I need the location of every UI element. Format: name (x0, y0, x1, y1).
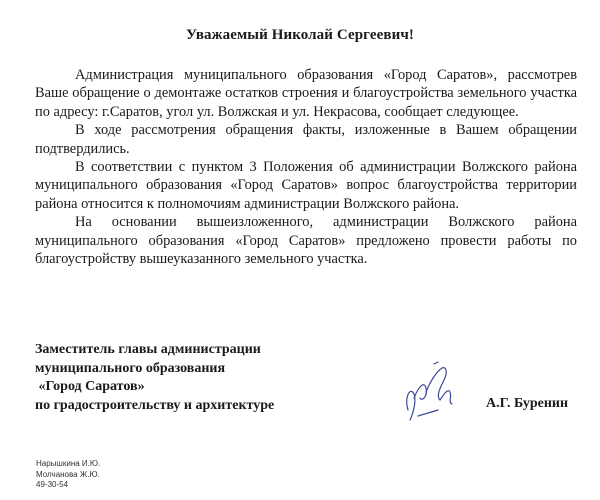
signer-name: А.Г. Буренин (486, 396, 569, 411)
signer-position-line-4: по градостроительству и архитектуре (35, 397, 275, 413)
signer-position-line-3: «Город Саратов» (35, 379, 145, 394)
body-paragraph-1: Администрация муниципального образования «Город Саратов», рассмотрев Ваше обращение о демонтаже остатков строения и благоустройства земельного участка по адресу: г.Саратов, угол ул. Волжская и ул. Некрасова, сообщает следующее. (35, 67, 577, 120)
executor-line-1: Нарышкина И.Ю. (36, 459, 101, 468)
letter-greeting: Уважаемый Николай Сергеевич! (185, 27, 415, 43)
letter-body (35, 66, 577, 268)
executors-note (36, 459, 100, 491)
executor-line-2: Молчанова Ж.Ю. (36, 469, 100, 479)
signer-position (35, 341, 365, 415)
signer-position-line-2: муниципального образования (35, 360, 226, 376)
body-paragraph-3: В соответствии с пунктом 3 Положения об администрации Волжского района муниципального образования «Город Саратов» вопрос благоустройства территории района относится к полномочиям администрации Волжского района. (35, 159, 577, 212)
signer-position-line-1: Заместитель главы администрации (35, 342, 261, 357)
executor-phone: 49-30-54 (36, 480, 69, 489)
body-paragraph-2: В ходе рассмотрения обращения факты, изложенные в Вашем обращении подтвердились. (35, 122, 577, 157)
body-paragraph-4: На основании вышеизложенного, администрации Волжского района муниципального образования «Город Саратов» предложено провести работы по благоустройству вышеуказанного земельного участка. (35, 214, 577, 268)
handwritten-signature (398, 358, 462, 426)
